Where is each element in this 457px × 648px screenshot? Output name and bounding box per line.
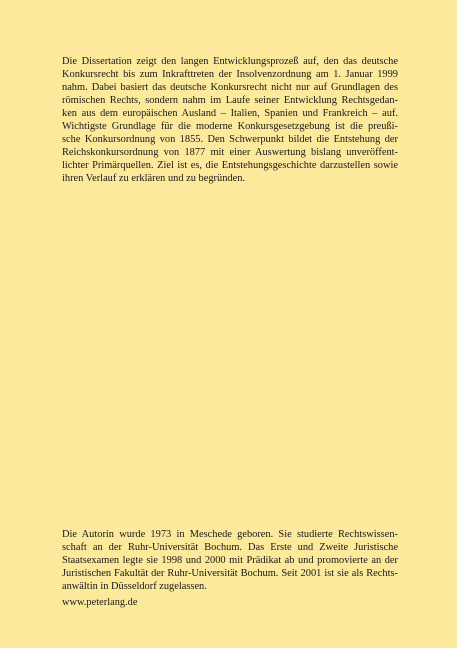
abstract-paragraph	[62, 55, 398, 185]
author-bio-paragraph	[62, 528, 398, 593]
author-bio-line: Die Autorin wurde 1973 in Meschede geboren. Sie studierte Rechtswissen-	[62, 529, 398, 540]
author-bio-line: anwältin in Düsseldorf zugelassen.	[62, 581, 207, 593]
abstract-line: Konkursrecht bis zum Inkrafttreten der Insolvenzordnung am 1. Januar 1999	[62, 69, 398, 81]
abstract-line: sche Konkursordnung von 1855. Den Schwerpunkt bildet die Entstehung der	[62, 134, 398, 146]
abstract-line: ken aus dem europäischen Ausland – Italien, Spanien und Frankreich – auf.	[62, 108, 398, 120]
abstract-line: nahm. Dabei basiert das deutsche Konkursrecht nicht nur auf Grundlagen des	[62, 82, 398, 94]
author-bio-line: schaft an der Ruhr-Universität Bochum. Das Erste und Zweite Juristische	[62, 542, 398, 554]
abstract-line: lichter Primärquellen. Ziel ist es, die Entstehungsgeschichte darzustellen sowie	[62, 160, 398, 172]
author-bio-line: Juristischen Fakultät der Ruhr-Universität Bochum. Seit 2001 ist sie als Rechts-	[62, 568, 398, 580]
publisher-url[interactable]: www.peterlang.de	[62, 597, 138, 608]
author-bio-line: Staatsexamen legte sie 1998 und 2000 mit Prädikat ab und promovierte an der	[62, 555, 398, 567]
abstract-line: Wichtigste Grundlage für die moderne Konkursgesetzgebung ist die preußi-	[62, 121, 398, 133]
abstract-line: Reichskonkursordnung von 1877 mit einer Auswertung bislang unveröffent-	[62, 147, 398, 159]
abstract-line: Die Dissertation zeigt den langen Entwicklungsprozeß auf, den das deutsche	[62, 56, 398, 67]
abstract-line: römischen Rechts, sondern nahm im Laufe seiner Entwicklung Rechtsgedan-	[62, 95, 398, 107]
abstract-line: ihren Verlauf zu erklären und zu begründen.	[62, 173, 246, 185]
